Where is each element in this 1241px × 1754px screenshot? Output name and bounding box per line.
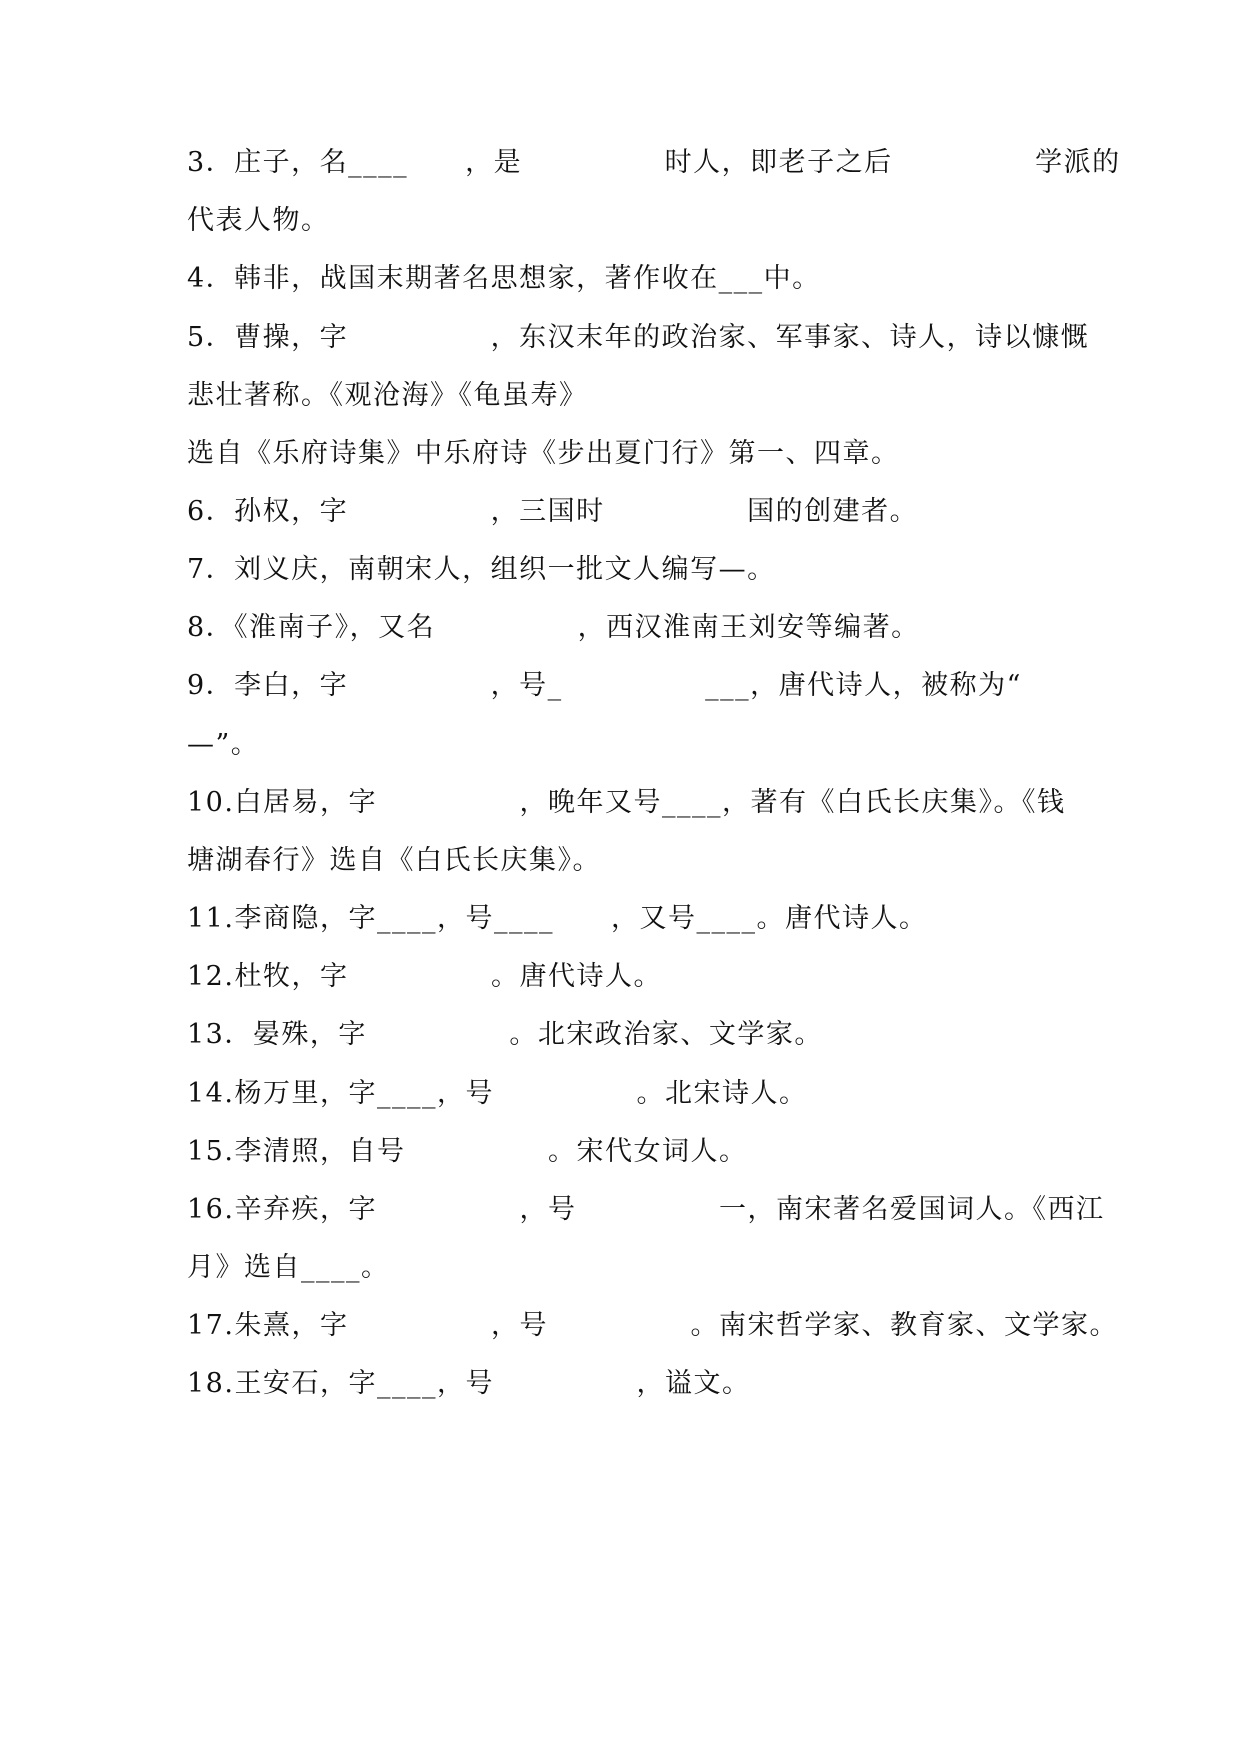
text-line-item-18: 18.王安石，字____，号 ，谥文。 bbox=[187, 1368, 751, 1399]
text-line-item-15: 15.李清照，自号 。宋代女词人。 bbox=[187, 1136, 748, 1167]
text-line-item-14: 14.杨万里，字____，号 。北宋诗人。 bbox=[187, 1078, 808, 1109]
text-line-item-10: 10.白居易，字 ，晚年又号____，著有《白氏长庆集》。《钱 bbox=[187, 787, 1066, 818]
text-line-item-5-cont: 悲壮著称。《观沧海》《龟虽寿》 bbox=[187, 380, 588, 411]
text-line-item-3: 3．庄子，名____ ，是 时人，即老子之后 学派的 bbox=[187, 147, 1121, 178]
text-line-item-7: 7．刘义庆，南朝宋人，组织一批文人编写—。 bbox=[187, 554, 776, 585]
text-line-item-9: 9．李白，字 ，号_ ___，唐代诗人，被称为“ bbox=[187, 670, 1022, 701]
text-line-item-12: 12.杜牧，字 。唐代诗人。 bbox=[187, 961, 662, 992]
text-line-item-16-cont: 月》选自____。 bbox=[187, 1252, 390, 1283]
text-line-item-13: 13．晏殊，字 。北宋政治家、文学家。 bbox=[187, 1019, 823, 1050]
text-line-item-10-cont: 塘湖春行》选自《白氏长庆集》。 bbox=[187, 845, 601, 876]
text-line-item-4: 4．韩非，战国末期著名思想家，著作收在___中。 bbox=[187, 263, 821, 294]
text-line-item-11: 11.李商隐，字____，号____ ，又号____。唐代诗人。 bbox=[187, 903, 928, 934]
text-line-item-6: 6．孙权，字 ，三国时 国的创建者。 bbox=[187, 496, 919, 527]
text-line-item-8: 8．《淮南子》，又名 ，西汉淮南王刘安等编著。 bbox=[187, 612, 920, 643]
text-line-item-17: 17.朱熹，字 ，号 。南宋哲学家、教育家、文学家。 bbox=[187, 1310, 1118, 1341]
text-line-item-5: 5．曹操，字 ，东汉末年的政治家、军事家、诗人，诗以慷慨 bbox=[187, 322, 1090, 353]
text-line-item-5-source: 选自《乐府诗集》中乐府诗《步出夏门行》第一、四章。 bbox=[187, 438, 900, 469]
text-line-item-9-cont: —”。 bbox=[187, 729, 260, 760]
text-line-item-16: 16.辛弃疾，字 ，号 一，南宋著名爱国词人。《西江 bbox=[187, 1194, 1105, 1225]
text-line-item-3-cont: 代表人物。 bbox=[187, 205, 330, 236]
